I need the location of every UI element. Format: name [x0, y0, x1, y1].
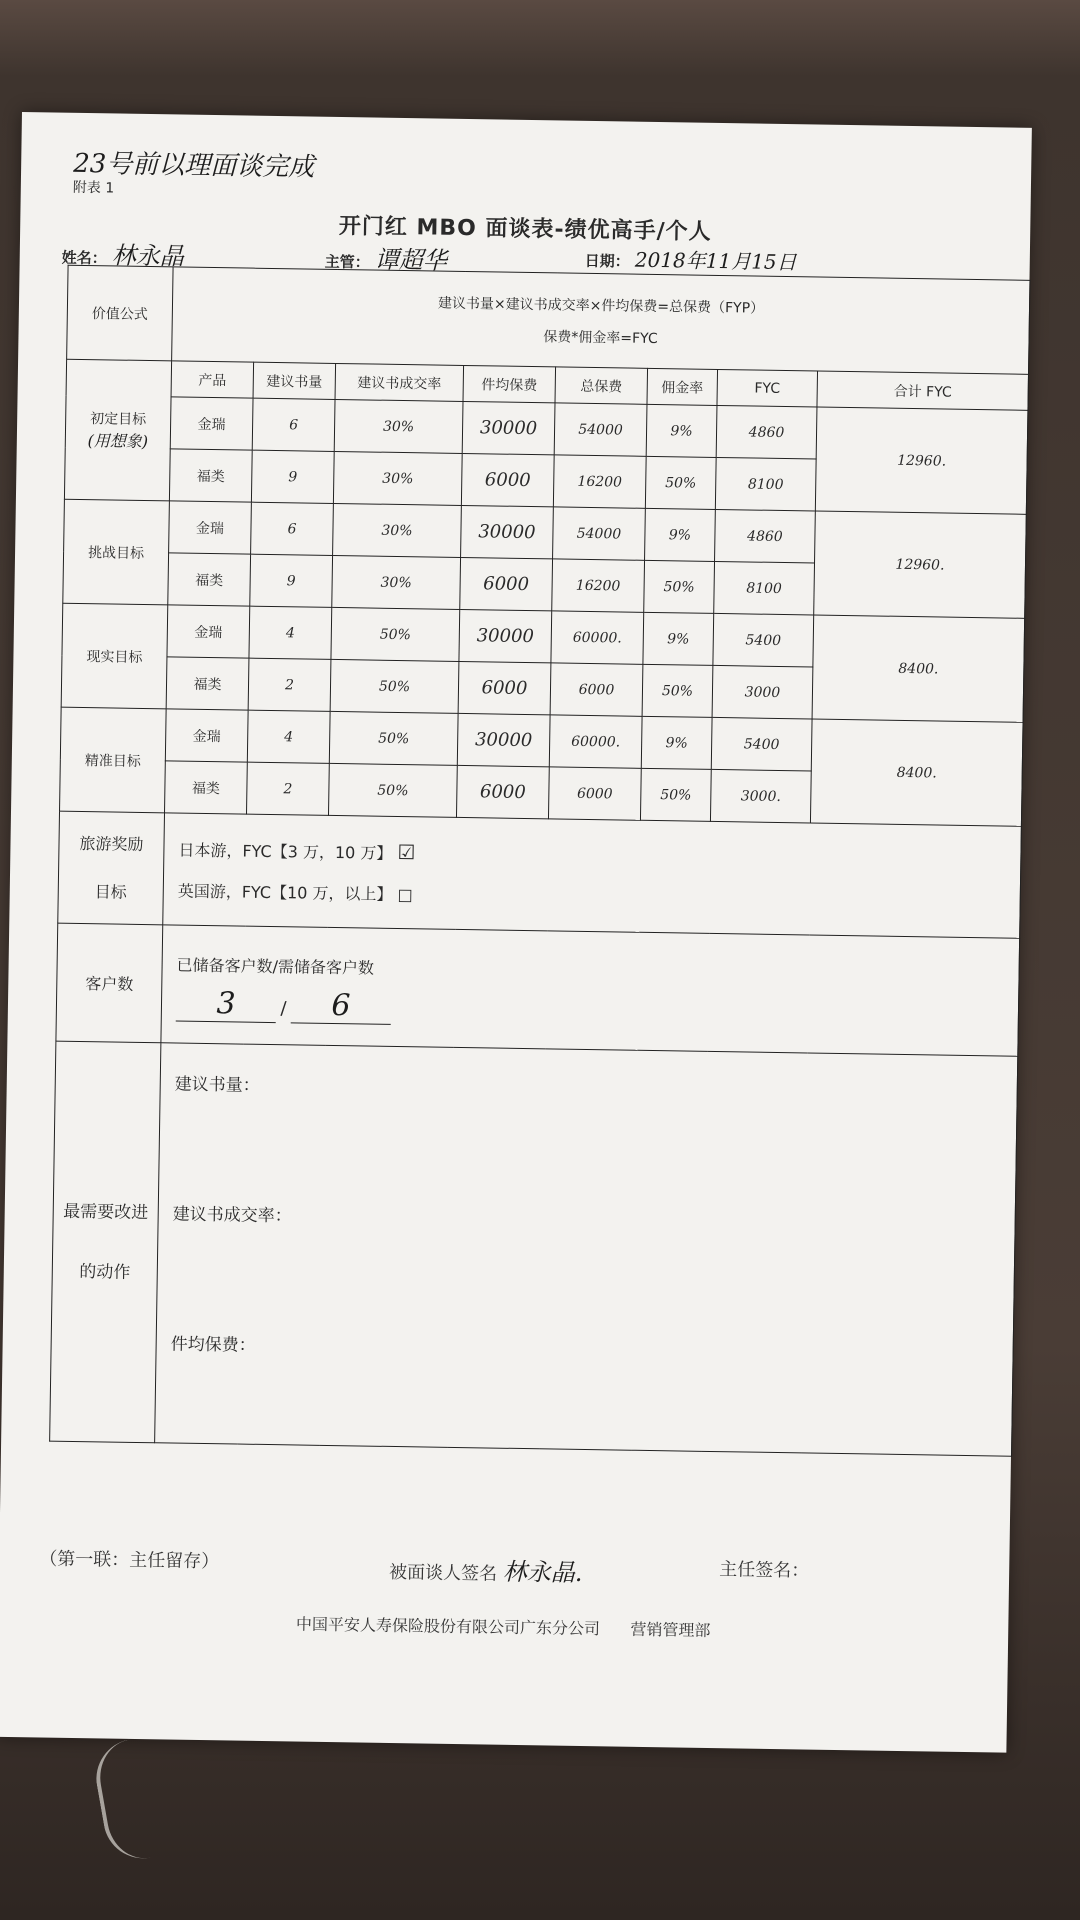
product-cell: 金瑞 — [165, 709, 248, 762]
product-cell: 福类 — [169, 449, 252, 502]
actions-label-line-2: 的动作 — [79, 1261, 131, 1283]
rate-cell: 50% — [329, 711, 458, 765]
commission-cell: 50% — [642, 664, 713, 717]
proposals-cell: 6 — [252, 398, 335, 451]
date-field — [585, 243, 797, 275]
total-premium-cell: 16200 — [553, 455, 646, 508]
column-header: 佣金率 — [647, 368, 718, 405]
tour-option-japan — [178, 837, 1020, 874]
column-header: 建议书成交率 — [335, 363, 464, 401]
total-premium-cell: 54000 — [553, 507, 646, 560]
rate-cell: 30% — [332, 555, 461, 609]
avg-premium-cell: 6000 — [460, 557, 553, 610]
actions-cell — [155, 1043, 1018, 1456]
customers-label: 客户数 — [56, 923, 163, 1043]
commission-cell: 50% — [640, 768, 711, 821]
proposals-cell: 4 — [249, 606, 332, 659]
tour-option-uk-text: 英国游，FYC【10 万，以上】 — [177, 881, 393, 904]
white-cable — [90, 1735, 174, 1864]
rate-cell: 50% — [328, 763, 457, 817]
interviewee-sign-field — [389, 1550, 583, 1588]
formula-line-1: 建议书量×建议书成交率×件均保费=总保费（FYP） — [437, 295, 765, 317]
column-header: 建议书量 — [253, 362, 336, 399]
date-label: 日期： — [584, 251, 630, 271]
formula-row — [67, 265, 1030, 374]
fyc-cell: 4860 — [716, 405, 817, 459]
product-cell: 金瑞 — [169, 501, 252, 554]
customers-caption: 已储备客户数/需储备客户数 — [176, 955, 375, 978]
director-sign-label: 主任签名： — [719, 1559, 810, 1582]
commission-cell: 9% — [646, 404, 717, 457]
proposals-cell: 6 — [251, 502, 334, 555]
column-header: 总保费 — [555, 367, 648, 404]
proposals-cell: 9 — [251, 450, 334, 503]
group-label: 精准目标 — [60, 707, 167, 813]
fyc-cell: 5400 — [711, 717, 812, 771]
name-value: 林永晶 — [111, 241, 185, 271]
avg-premium-cell: 6000 — [458, 661, 551, 714]
commission-cell: 50% — [644, 560, 715, 613]
needed-customers: 6 — [291, 987, 392, 1025]
reserved-customers: 3 — [176, 986, 277, 1024]
department-name: 营销管理部 — [630, 1619, 711, 1641]
company-name: 中国平安人寿保险股份有限公司广东分公司 — [295, 1614, 601, 1639]
action-close-rate: 建议书成交率： — [172, 1204, 292, 1227]
avg-premium-cell: 30000 — [457, 713, 550, 766]
product-cell: 福类 — [165, 761, 248, 814]
supervisor-value: 谭超华 — [374, 245, 448, 275]
actions-label-line-1: 最需要改进 — [63, 1201, 149, 1223]
tour-label-line-2: 目标 — [94, 881, 127, 902]
total-premium-cell: 54000 — [554, 403, 647, 456]
tour-option-uk — [178, 879, 1020, 915]
action-proposals: 建议书量： — [174, 1074, 260, 1096]
product-cell: 金瑞 — [170, 397, 253, 450]
avg-premium-cell: 6000 — [456, 765, 549, 818]
proposals-cell: 2 — [246, 762, 329, 815]
proposals-cell: 4 — [247, 710, 330, 763]
proposals-cell: 9 — [250, 554, 333, 607]
group-label: 初定目标 — [90, 411, 147, 428]
date-value: 2018年11月15日 — [634, 247, 797, 275]
column-header: 产品 — [171, 361, 254, 398]
sum-fyc-cell: 8400. — [810, 719, 1023, 826]
avg-premium-cell: 30000 — [461, 505, 554, 558]
rate-cell: 30% — [333, 451, 462, 505]
tour-label-cell — [58, 811, 165, 925]
formula-line-2: 保费*佣金率=FYC — [543, 328, 658, 347]
group-label: 挑战目标 — [63, 499, 170, 605]
tour-options-cell — [163, 813, 1022, 938]
total-premium-cell: 60000. — [549, 715, 642, 768]
customers-row — [56, 923, 1020, 1056]
customers-separator: / — [280, 998, 287, 1020]
rate-cell: 30% — [334, 399, 463, 453]
commission-cell: 9% — [641, 716, 712, 769]
proposals-cell: 2 — [248, 658, 331, 711]
fyc-cell: 8100 — [715, 457, 816, 511]
total-premium-cell: 60000. — [551, 611, 644, 664]
formula-label: 价值公式 — [67, 265, 173, 361]
tour-label-line-1: 旅游奖励 — [79, 833, 144, 854]
tour-row — [58, 811, 1022, 938]
action-avg-premium: 件均保费： — [170, 1334, 256, 1356]
total-premium-cell: 6000 — [550, 663, 643, 716]
form-title: 开门红 MBO 面谈表-绩优高手/个人 — [338, 213, 712, 245]
total-premium-cell: 16200 — [552, 559, 645, 612]
group-label: 现实目标 — [61, 603, 168, 709]
commission-cell: 9% — [645, 508, 716, 561]
checked-box-icon[interactable]: ☑ — [397, 839, 416, 865]
fyc-cell: 3000. — [710, 769, 811, 823]
commission-cell: 50% — [645, 456, 716, 509]
group-note: (用想象) — [87, 431, 149, 452]
copy-note: （第一联：主任留存） — [39, 1548, 220, 1573]
column-header: 合计 FYC — [817, 371, 1029, 410]
company-footer — [0, 1607, 1008, 1646]
rate-cell: 50% — [331, 607, 460, 661]
product-cell: 金瑞 — [167, 605, 250, 658]
column-header: 件均保费 — [463, 365, 556, 402]
sum-fyc-cell: 12960. — [814, 511, 1027, 618]
sum-fyc-cell: 8400. — [812, 615, 1025, 722]
group-label-cell — [64, 359, 171, 501]
fyc-cell: 4860 — [715, 509, 816, 563]
product-cell: 福类 — [168, 553, 251, 606]
supervisor-label: 主管： — [324, 252, 370, 272]
rate-cell: 30% — [333, 503, 462, 557]
customers-cell — [161, 925, 1020, 1056]
avg-premium-cell: 30000 — [462, 401, 555, 454]
avg-premium-cell: 6000 — [461, 453, 554, 506]
column-header: FYC — [717, 369, 818, 407]
name-label: 姓名： — [61, 248, 107, 268]
mbo-table — [49, 265, 1030, 1457]
rate-cell: 50% — [330, 659, 459, 713]
interviewee-sign-label: 被面谈人签名 — [388, 1561, 498, 1585]
appendix-label: 附表 1 — [72, 179, 115, 197]
actions-row — [50, 1041, 1018, 1456]
fyc-cell: 5400 — [713, 613, 814, 667]
interviewee-signature: 林永晶. — [502, 1557, 583, 1587]
actions-label-cell — [50, 1041, 161, 1443]
interview-form-sheet — [0, 112, 1032, 1753]
sum-fyc-cell: 12960. — [815, 407, 1028, 514]
handwritten-note: 23号前以理面谈完成 — [72, 148, 315, 183]
product-cell: 福类 — [166, 657, 249, 710]
empty-box-icon[interactable]: □ — [397, 884, 413, 905]
total-premium-cell: 6000 — [548, 767, 641, 820]
formula-cell — [172, 267, 1030, 374]
tour-option-japan-text: 日本游，FYC【3 万，10 万】 — [178, 840, 393, 863]
commission-cell: 9% — [643, 612, 714, 665]
avg-premium-cell: 30000 — [459, 609, 552, 662]
fyc-cell: 8100 — [714, 561, 815, 615]
fyc-cell: 3000 — [712, 665, 813, 719]
